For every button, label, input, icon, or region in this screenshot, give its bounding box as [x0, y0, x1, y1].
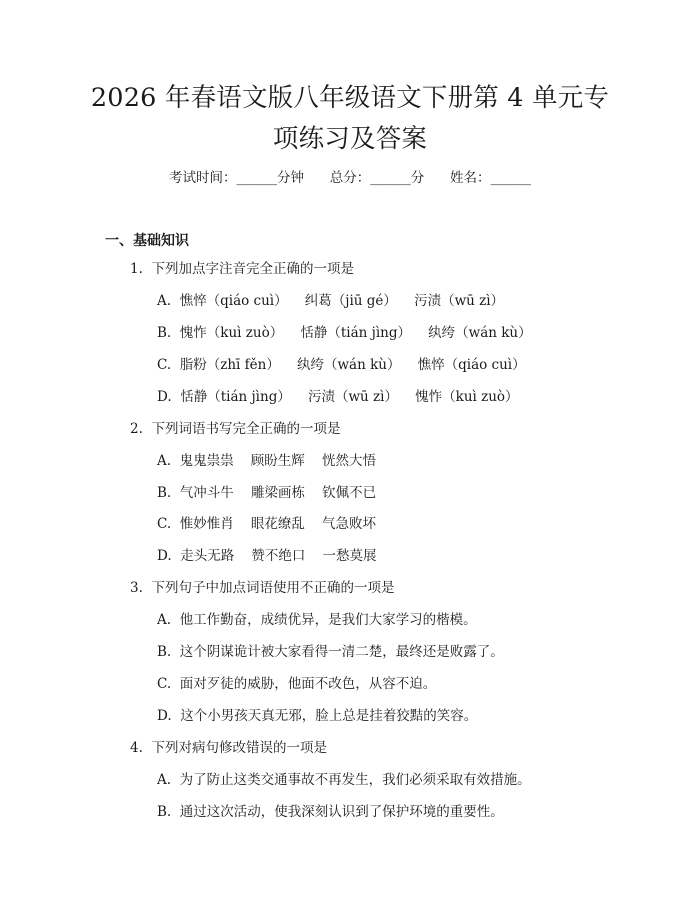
question-2-option-b: B. 气冲斗牛 雕梁画栋 钦佩不已 [157, 485, 377, 501]
title-line-2: 项练习及答案 [272, 124, 428, 154]
question-4-option-a: A. 为了防止这类交通事故不再发生，我们必须采取有效措施。 [157, 772, 531, 788]
question-1-option-c: C. 脂粉（zhī fěn） 纨绔（wán kù） 憔悴（qiáo cuì） [157, 357, 526, 373]
section-heading-basic-knowledge: 一、基础知识 [105, 233, 189, 249]
question-4-stem: 4. 下列对病句修改错误的一项是 [130, 740, 327, 756]
question-1-stem: 1. 下列加点字注音完全正确的一项是 [130, 261, 354, 277]
document-title [60, 78, 640, 160]
question-3-option-b: B. 这个阴谋诡计被大家看得一清二楚，最终还是败露了。 [157, 644, 504, 660]
exam-info-line: 考试时间：______分钟 总分：______分 姓名：______ [169, 170, 531, 186]
title-line-1: 2026 年春语文版八年级语文下册第 4 单元专 [90, 83, 610, 113]
question-2-stem: 2. 下列词语书写完全正确的一项是 [130, 421, 341, 437]
question-3-option-c: C. 面对歹徒的威胁，他面不改色，从容不迫。 [157, 676, 437, 692]
question-4-option-b: B. 通过这次活动，使我深刻认识到了保护环境的重要性。 [157, 804, 504, 820]
question-1-option-a: A. 憔悴（qiáo cuì） 纠葛（jiū gé） 污渍（wū zì） [157, 293, 505, 309]
question-2-option-a: A. 鬼鬼祟祟 顾盼生辉 恍然大悟 [157, 453, 376, 469]
question-2-option-d: D. 走头无路 赞不绝口 一愁莫展 [157, 548, 377, 564]
question-3-option-d: D. 这个小男孩天真无邪，脸上总是挂着狡黠的笑容。 [157, 708, 478, 724]
question-3-option-a: A. 他工作勤奋，成绩优异，是我们大家学习的楷模。 [157, 612, 477, 628]
question-1-option-b: B. 愧怍（kuì zuò） 恬静（tián jìng） 纨绔（wán kù） [157, 325, 532, 341]
question-1-option-d: D. 恬静（tián jìng） 污渍（wū zì） 愧怍（kuì zuò） [157, 389, 519, 405]
question-2-option-c: C. 惟妙惟肖 眼花缭乱 气急败坏 [157, 516, 377, 532]
question-3-stem: 3. 下列句子中加点词语使用不正确的一项是 [130, 580, 395, 596]
